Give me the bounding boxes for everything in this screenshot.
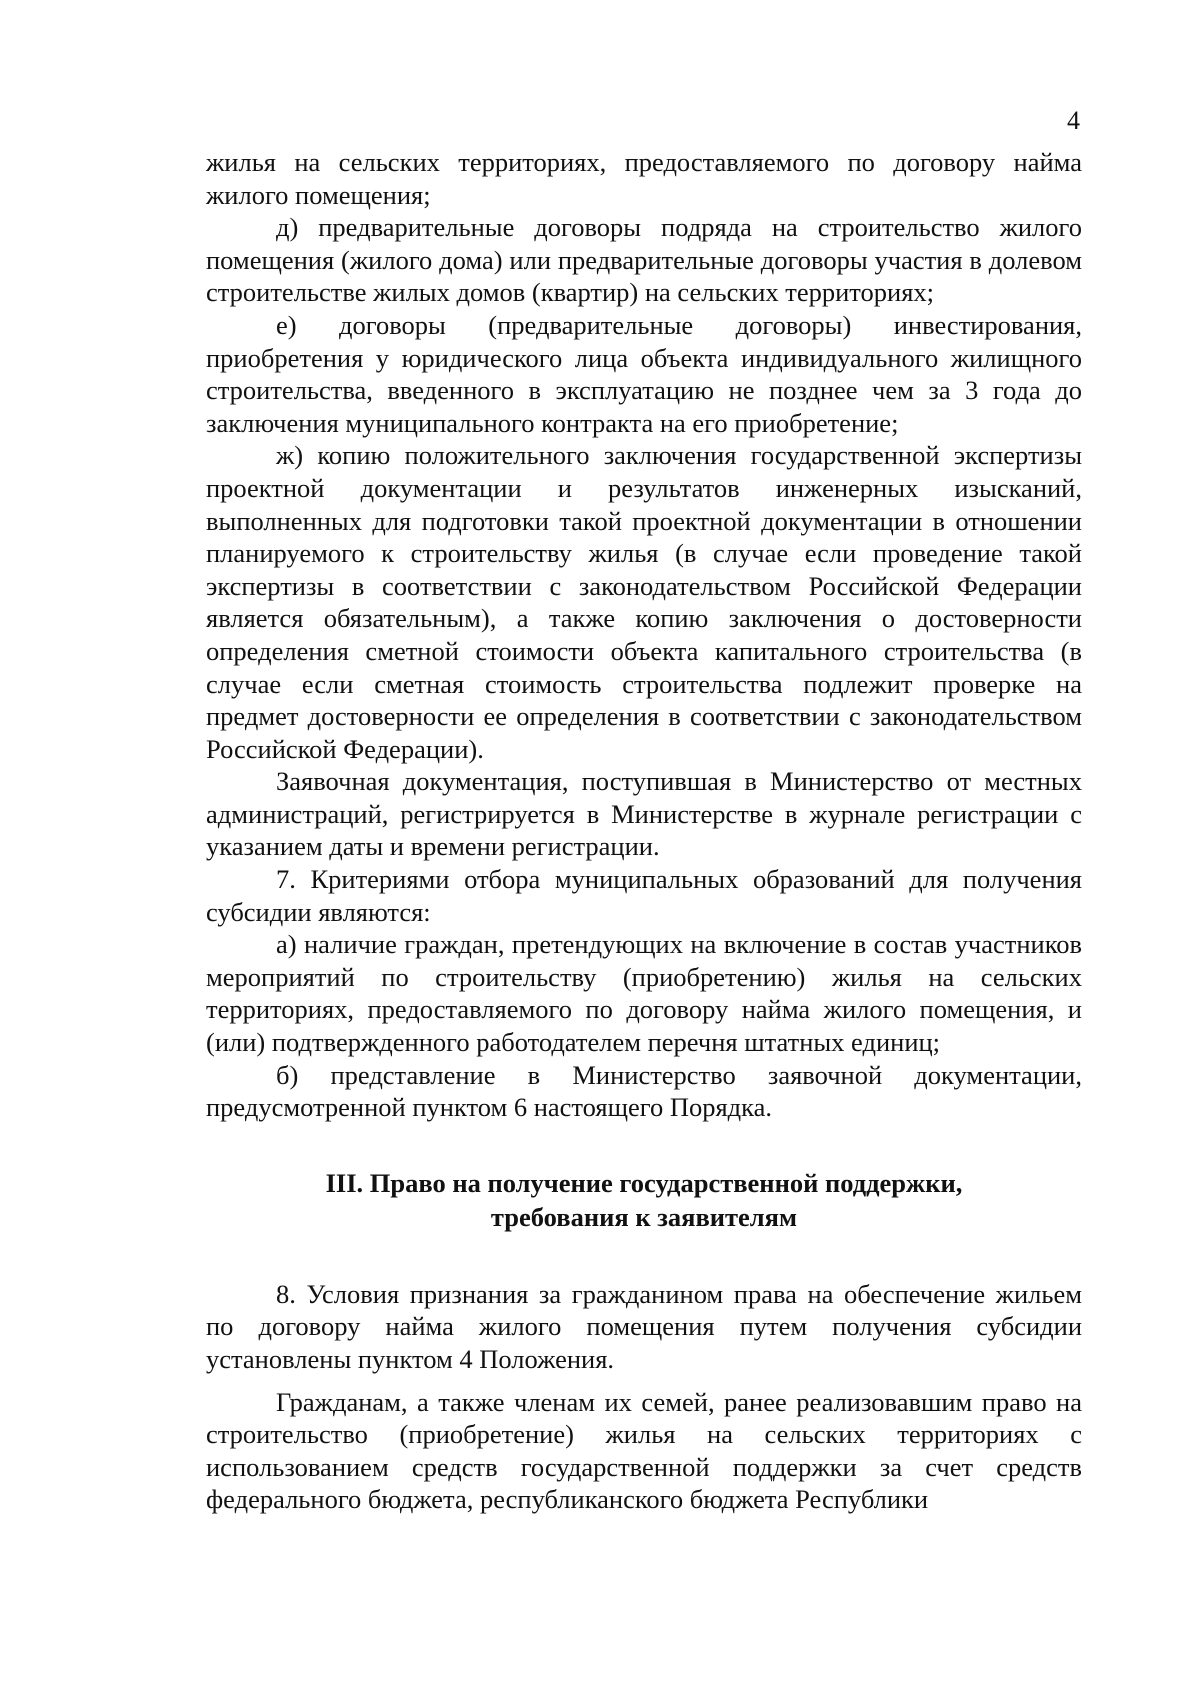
paragraph-continuation: жилья на сельских территориях, предоставляемого по договору найма жилого помещения; (206, 147, 1082, 210)
paragraph-registration: Заявочная документация, поступившая в Министерство от местных администраций, регистрируется в Министерстве в журнале регистрации с указанием даты и времени регистрации. (206, 766, 1082, 862)
paragraph-criteria: 7. Критериями отбора муниципальных образований для получения субсидии являются: (206, 864, 1082, 927)
paragraph-criteria-b: б) представление в Министерство заявочной документации, предусмотренной пунктом 6 настоящего Порядка. (206, 1059, 1082, 1123)
document-body (206, 146, 1082, 1516)
section-heading-line2: требования к заявителям (490, 1201, 798, 1232)
page-number: 4 (1067, 106, 1080, 135)
paragraph-item-d: д) предварительные договоры подряда на строительство жилого помещения (жилого дома) или предварительные договоры участия в долевом строительстве жилых домов (квартир) на сельских территориях; (206, 212, 1082, 308)
paragraph-citizens: Гражданам, а также членам их семей, ранее реализовавшим право на строительство (приобретение) жилья на сельских территориях с использованием средств государственной поддержки за счет средств федерального бюджета, республиканского бюджета Республики (206, 1386, 1082, 1515)
paragraph-item-e: е) договоры (предварительные договоры) инвестирования, приобретения у юридического лица объекта индивидуального жилищного строительства, введенного в эксплуатацию не позднее чем за 3 года до заключения муниципального контракта на его приобретение; (206, 309, 1082, 438)
paragraph-conditions: 8. Условия признания за гражданином права на обеспечение жильем по договору найма жилого помещения путем получения субсидии установлены пунктом 4 Положения. (206, 1278, 1082, 1374)
paragraph-item-zh: ж) копию положительного заключения государственной экспертизы проектной документации и результатов инженерных изысканий, выполненных для подготовки такой проектной документации в отношении планируемого к строительству жилья (в случае если проведение такой экспертизы в соответствии с законодательством Российской Федерации является обязательным), а также копию заключения о достоверности определения сметной стоимости объекта капитального строительства (в случае если сметная стоимость строительства подлежит проверке на предмет достоверности ее определения в соответствии с законодательством Российской Федерации). (206, 440, 1082, 764)
section-heading (206, 1166, 1082, 1234)
section-heading-line1: III. Право на получение государственной поддержки, (325, 1167, 963, 1198)
paragraph-criteria-a: а) наличие граждан, претендующих на включение в состав участников мероприятий по строительству (приобретению) жилья на сельских территориях, предоставляемого по договору найма жилого помещения, и (или) подтвержденного работодателем перечня штатных единиц; (206, 929, 1082, 1058)
